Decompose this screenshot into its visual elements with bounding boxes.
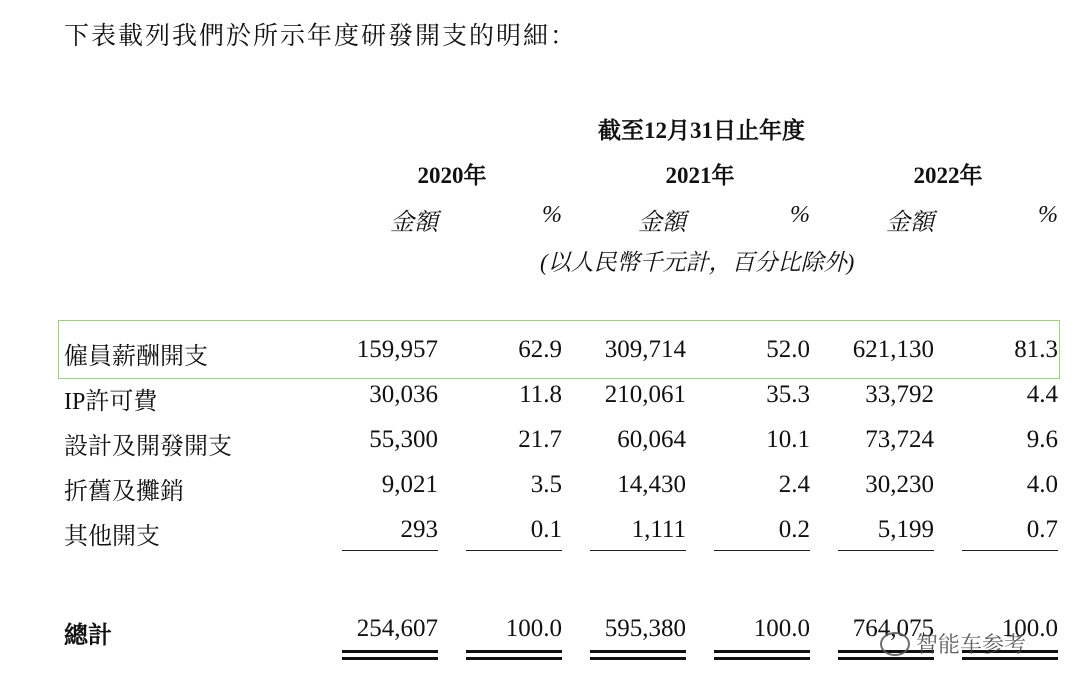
total-percent: 100.0 bbox=[753, 615, 810, 642]
cell-value: 5,199 bbox=[877, 516, 934, 543]
cell-percent: 0.7 bbox=[1026, 516, 1058, 543]
cell-percent: 21.7 bbox=[518, 426, 562, 453]
total-double-rule bbox=[466, 650, 562, 660]
total-value: 595,380 bbox=[604, 615, 686, 642]
cell-value: 30,036 bbox=[369, 381, 438, 408]
cell-value: 55,300 bbox=[369, 426, 438, 453]
cell-percent: 0.2 bbox=[778, 516, 810, 543]
percent-label-2022: % bbox=[1038, 202, 1058, 228]
cell-percent: 10.1 bbox=[766, 426, 810, 453]
cell-value: 9,021 bbox=[381, 471, 438, 498]
total-percent: 100.0 bbox=[1001, 615, 1058, 642]
year-2022-heading: 2022年 bbox=[913, 163, 983, 188]
cell-value: 621,130 bbox=[852, 336, 934, 363]
subtotal-rule bbox=[466, 550, 562, 551]
subtotal-rule bbox=[590, 550, 686, 551]
cell-value: 73,724 bbox=[865, 426, 934, 453]
cell-value: 293 bbox=[400, 516, 438, 543]
percent-label-2020: % bbox=[542, 202, 562, 228]
amount-label-2021: 金額 bbox=[638, 210, 686, 236]
cell-value: 210,061 bbox=[604, 381, 686, 408]
cell-percent: 4.4 bbox=[1026, 381, 1058, 408]
subtotal-rule bbox=[342, 550, 438, 551]
cell-value: 33,792 bbox=[865, 381, 934, 408]
cell-percent: 11.8 bbox=[519, 381, 562, 408]
cell-percent: 52.0 bbox=[766, 336, 810, 363]
amount-label-2022: 金額 bbox=[886, 210, 934, 236]
row-label-other-expenses: 其他開支 bbox=[64, 524, 160, 550]
cell-value: 30,230 bbox=[865, 471, 934, 498]
cell-percent: 2.4 bbox=[778, 471, 810, 498]
percent-label-2021: % bbox=[790, 202, 810, 228]
amount-label-2020: 金額 bbox=[390, 210, 438, 236]
total-double-rule bbox=[590, 650, 686, 660]
subtotal-rule bbox=[714, 550, 810, 551]
total-value: 254,607 bbox=[356, 615, 438, 642]
subtotal-rule bbox=[962, 550, 1058, 551]
subtotal-rule bbox=[838, 550, 934, 551]
cell-value: 309,714 bbox=[604, 336, 686, 363]
total-double-rule bbox=[714, 650, 810, 660]
total-value: 764,075 bbox=[852, 615, 934, 642]
year-2021-heading: 2021年 bbox=[665, 163, 735, 188]
row-label-depreciation-amortization: 折舊及攤銷 bbox=[64, 479, 184, 505]
wechat-icon bbox=[880, 632, 910, 656]
cell-percent: 3.5 bbox=[530, 471, 562, 498]
total-double-rule bbox=[342, 650, 438, 660]
cell-percent: 35.3 bbox=[766, 381, 810, 408]
cell-percent: 4.0 bbox=[1026, 471, 1058, 498]
cell-percent: 9.6 bbox=[1026, 426, 1058, 453]
intro-text: 下表載列我們於所示年度研發開支的明細： bbox=[64, 23, 578, 50]
watermark-text: 智能车参考 bbox=[916, 633, 1027, 658]
row-label-ip-license-fees: IP許可費 bbox=[64, 389, 158, 415]
cell-value: 1,111 bbox=[631, 516, 686, 543]
cell-value: 60,064 bbox=[617, 426, 686, 453]
cell-value: 159,957 bbox=[356, 336, 438, 363]
cell-percent: 0.1 bbox=[530, 516, 562, 543]
row-label-total: 總計 bbox=[64, 623, 112, 649]
period-heading: 截至12月31日止年度 bbox=[598, 118, 805, 143]
row-label-employee-compensation: 僱員薪酬開支 bbox=[64, 344, 208, 370]
watermark bbox=[880, 628, 1026, 659]
cell-percent: 81.3 bbox=[1014, 336, 1058, 363]
cell-percent: 62.9 bbox=[518, 336, 562, 363]
cell-value: 14,430 bbox=[617, 471, 686, 498]
total-percent: 100.0 bbox=[505, 615, 562, 642]
year-2020-heading: 2020年 bbox=[417, 163, 487, 188]
row-label-design-development: 設計及開發開支 bbox=[64, 434, 232, 460]
unit-note: (以人民幣千元計，百分比除外) bbox=[540, 250, 855, 275]
